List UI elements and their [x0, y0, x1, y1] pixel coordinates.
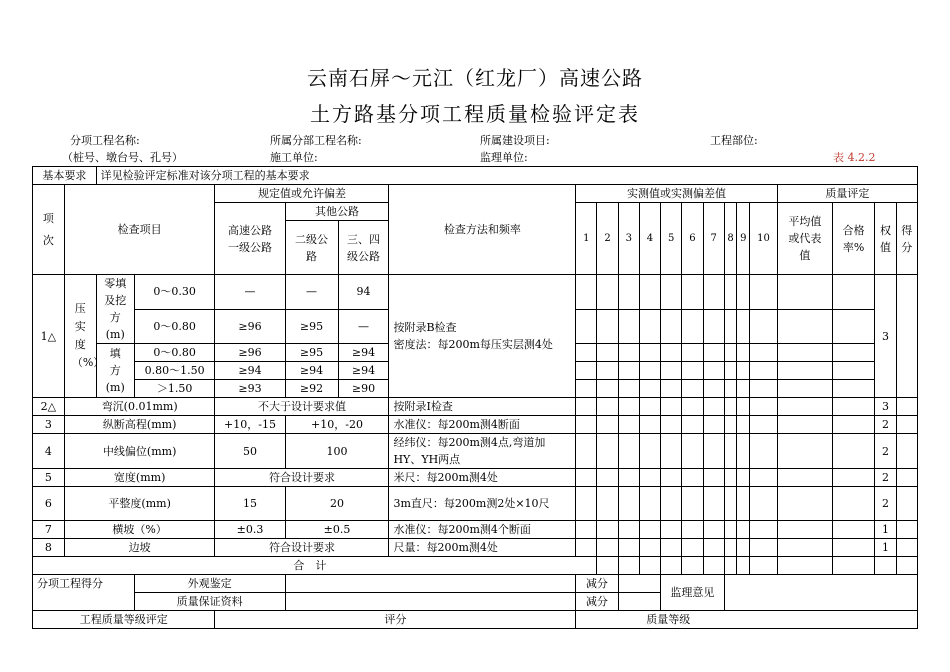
measured-cell — [639, 539, 660, 557]
measured-cell — [597, 309, 618, 344]
quality-cell — [832, 416, 874, 434]
quality-cell — [777, 398, 832, 416]
row-item: 弯沉(0.01mm) — [64, 398, 215, 416]
measured-cell — [703, 434, 724, 469]
compaction-grade34: ≥90 — [338, 380, 389, 398]
score-cell — [896, 275, 917, 398]
deduct-value — [618, 593, 660, 611]
quality-cell — [832, 434, 874, 469]
total-cell — [682, 557, 703, 575]
header-score: 得分 — [896, 203, 917, 275]
measured-cell — [661, 275, 682, 310]
measured-cell — [597, 539, 618, 557]
measured-cell — [618, 309, 639, 344]
row-other: 20 — [285, 487, 389, 521]
row-item: 纵断高程(mm) — [64, 416, 215, 434]
measured-cell — [737, 380, 750, 398]
score-cell — [896, 416, 917, 434]
measured-cell — [576, 487, 597, 521]
quality-cell — [832, 487, 874, 521]
measured-cell — [661, 487, 682, 521]
row-no: 3 — [33, 416, 65, 434]
appearance-label: 外观鉴定 — [134, 575, 285, 593]
row-spec: 符合设计要求 — [215, 469, 389, 487]
measured-cell — [576, 521, 597, 539]
measured-cell — [618, 487, 639, 521]
row-spec: 不大于设计要求值 — [215, 398, 389, 416]
measured-cell — [682, 344, 703, 362]
measured-cell — [618, 521, 639, 539]
compaction-depth: 0～0.80 — [134, 309, 215, 344]
measured-cell — [682, 380, 703, 398]
measured-cell — [639, 521, 660, 539]
total-quality-cell — [875, 557, 896, 575]
total-cell — [703, 557, 724, 575]
row-no: 7 — [33, 521, 65, 539]
measured-cell — [724, 469, 737, 487]
measured-cell — [750, 344, 778, 362]
compaction-grade34: 94 — [338, 275, 389, 310]
measured-cell — [737, 344, 750, 362]
row-method: 水准仪：每200m测4断面 — [389, 416, 576, 434]
header-col-3: 3 — [618, 203, 639, 275]
measured-cell — [750, 539, 778, 557]
header-col-1: 1 — [576, 203, 597, 275]
basic-req-text: 详见检验评定标准对该分项工程的基本要求 — [96, 167, 917, 185]
measured-cell — [597, 344, 618, 362]
row-highway: 15 — [215, 487, 285, 521]
fill-label: 填方(m) — [96, 344, 134, 398]
quality-cell — [777, 434, 832, 469]
header-col-9: 9 — [737, 203, 750, 275]
measured-cell — [682, 539, 703, 557]
measured-cell — [597, 487, 618, 521]
header-method: 检查方法和频率 — [389, 185, 576, 275]
measured-cell — [661, 469, 682, 487]
quality-cell — [832, 380, 874, 398]
measured-cell — [576, 362, 597, 380]
quality-cell — [777, 487, 832, 521]
measured-cell — [750, 434, 778, 469]
rating-label: 评分 — [215, 611, 576, 629]
measured-cell — [661, 398, 682, 416]
quality-grade-label: 质量等级 — [576, 611, 918, 629]
row-other: 100 — [285, 434, 389, 469]
header-item-no: 项次 — [33, 185, 65, 275]
measured-cell — [661, 416, 682, 434]
measured-cell — [724, 309, 737, 344]
measured-cell — [639, 487, 660, 521]
row-method: 米尺：每200m测4处 — [389, 469, 576, 487]
measured-cell — [750, 309, 778, 344]
compaction-no: 1△ — [33, 275, 65, 398]
measured-cell — [724, 344, 737, 362]
measured-cell — [750, 398, 778, 416]
measured-cell — [682, 434, 703, 469]
measured-cell — [661, 521, 682, 539]
row-item: 宽度(mm) — [64, 469, 215, 487]
measured-cell — [737, 362, 750, 380]
measured-cell — [618, 344, 639, 362]
quality-cell — [777, 539, 832, 557]
header-col-2: 2 — [597, 203, 618, 275]
header-other: 其他公路 — [285, 203, 389, 221]
measured-cell — [639, 434, 660, 469]
supervision-label: 监理单位: — [480, 151, 528, 164]
measured-cell — [661, 344, 682, 362]
measured-cell — [724, 416, 737, 434]
measured-cell — [639, 380, 660, 398]
measured-cell — [750, 469, 778, 487]
measured-cell — [737, 416, 750, 434]
inspection-table — [32, 166, 918, 629]
measured-cell — [618, 380, 639, 398]
score-cell — [896, 487, 917, 521]
header-weight: 权值 — [875, 203, 896, 275]
header-check-item: 检查项目 — [64, 185, 215, 275]
measured-cell — [750, 380, 778, 398]
compaction-grade2: ≥95 — [285, 309, 338, 344]
total-cell — [639, 557, 660, 575]
total-cell — [750, 557, 778, 575]
measured-cell — [724, 398, 737, 416]
measured-cell — [703, 344, 724, 362]
deduct-label: 减分 — [576, 575, 618, 593]
quality-docs-value — [285, 593, 576, 611]
measured-cell — [618, 434, 639, 469]
measured-cell — [703, 487, 724, 521]
total-cell — [737, 557, 750, 575]
form-title: 土方路基分项工程质量检验评定表 — [310, 102, 640, 126]
item-name-label: 分项工程名称: — [70, 134, 140, 147]
header-quality: 质量评定 — [777, 185, 917, 203]
header-col-4: 4 — [639, 203, 660, 275]
measured-cell — [576, 309, 597, 344]
total-quality-cell — [777, 557, 832, 575]
parent-name-label: 所属分部工程名称: — [270, 134, 362, 147]
header-col-7: 7 — [703, 203, 724, 275]
measured-cell — [576, 434, 597, 469]
row-no: 8 — [33, 539, 65, 557]
row-method: 按附录Ⅰ检查 — [389, 398, 576, 416]
row-highway: 50 — [215, 434, 285, 469]
compaction-highway: ≥94 — [215, 362, 285, 380]
compaction-label: 压实度（%） — [64, 275, 96, 398]
measured-cell — [703, 380, 724, 398]
total-cell — [724, 557, 737, 575]
measured-cell — [737, 275, 750, 310]
measured-cell — [703, 469, 724, 487]
project-label: 所属建设项目: — [480, 134, 550, 147]
measured-cell — [737, 398, 750, 416]
measured-cell — [597, 275, 618, 310]
measured-cell — [576, 469, 597, 487]
measured-cell — [737, 487, 750, 521]
measured-cell — [639, 416, 660, 434]
compaction-grade2: — — [285, 275, 338, 310]
total-quality-cell — [832, 557, 874, 575]
compaction-depth: 0～0.80 — [134, 344, 215, 362]
total-cell — [618, 557, 639, 575]
measured-cell — [724, 539, 737, 557]
row-spec: 符合设计要求 — [215, 539, 389, 557]
header-col-5: 5 — [661, 203, 682, 275]
measured-cell — [597, 521, 618, 539]
row-item: 边坡 — [64, 539, 215, 557]
compaction-grade2: ≥95 — [285, 344, 338, 362]
compaction-highway: — — [215, 275, 285, 310]
quality-cell — [777, 416, 832, 434]
measured-cell — [682, 275, 703, 310]
supervisor-value — [724, 575, 917, 611]
measured-cell — [703, 398, 724, 416]
compaction-highway: ≥93 — [215, 380, 285, 398]
compaction-grade34: ≥94 — [338, 344, 389, 362]
measured-cell — [703, 416, 724, 434]
compaction-highway: ≥96 — [215, 344, 285, 362]
measured-cell — [750, 521, 778, 539]
row-method: 3m直尺：每200m测2处×10尺 — [389, 487, 576, 521]
measured-cell — [682, 309, 703, 344]
measured-cell — [682, 487, 703, 521]
measured-cell — [618, 275, 639, 310]
measured-cell — [597, 469, 618, 487]
weight-cell: 2 — [875, 487, 896, 521]
compaction-grade2: ≥94 — [285, 362, 338, 380]
row-other: +10，-20 — [285, 416, 389, 434]
measured-cell — [682, 416, 703, 434]
weight-cell: 3 — [875, 275, 896, 398]
quality-cell — [832, 275, 874, 310]
quality-cell — [832, 539, 874, 557]
quality-cell — [777, 362, 832, 380]
score-cell — [896, 434, 917, 469]
measured-cell — [576, 398, 597, 416]
measured-cell — [682, 362, 703, 380]
measured-cell — [639, 362, 660, 380]
measured-cell — [737, 521, 750, 539]
quality-cell — [777, 275, 832, 310]
measured-cell — [661, 434, 682, 469]
header-grade2: 二级公路 — [285, 221, 338, 275]
score-cell — [896, 521, 917, 539]
quality-cell — [777, 469, 832, 487]
measured-cell — [703, 521, 724, 539]
compaction-depth: 0～0.30 — [134, 275, 215, 310]
weight-cell: 1 — [875, 539, 896, 557]
measured-cell — [597, 416, 618, 434]
measured-cell — [737, 434, 750, 469]
measured-cell — [576, 416, 597, 434]
measured-cell — [737, 469, 750, 487]
deduct-label: 减分 — [576, 593, 618, 611]
measured-cell — [724, 275, 737, 310]
quality-cell — [777, 380, 832, 398]
total-label: 合 计 — [33, 557, 597, 575]
measured-cell — [597, 380, 618, 398]
weight-cell: 2 — [875, 434, 896, 469]
row-highway: +10，-15 — [215, 416, 285, 434]
page-title: 云南石屏～元江（红龙厂）高速公路 — [307, 66, 643, 90]
total-quality-cell — [896, 557, 917, 575]
weight-cell: 1 — [875, 521, 896, 539]
row-item: 中线偏位(mm) — [64, 434, 215, 469]
measured-cell — [639, 469, 660, 487]
measured-cell — [750, 416, 778, 434]
row-no: 4 — [33, 434, 65, 469]
deduct-value — [618, 575, 660, 593]
measured-cell — [724, 362, 737, 380]
quality-cell — [832, 344, 874, 362]
row-method: 水准仪：每200m测4个断面 — [389, 521, 576, 539]
location-label: 工程部位: — [710, 134, 758, 147]
measured-cell — [703, 275, 724, 310]
quality-cell — [777, 344, 832, 362]
measured-cell — [737, 309, 750, 344]
row-item: 平整度(mm) — [64, 487, 215, 521]
header-pass: 合格率% — [832, 203, 874, 275]
measured-cell — [597, 398, 618, 416]
measured-cell — [576, 344, 597, 362]
compaction-grade34: — — [338, 309, 389, 344]
supervisor-label: 监理意见 — [661, 575, 725, 611]
header-avg: 平均值或代表值 — [777, 203, 832, 275]
measured-cell — [724, 521, 737, 539]
quality-cell — [832, 469, 874, 487]
row-no: 2△ — [33, 398, 65, 416]
measured-cell — [618, 398, 639, 416]
header-grade34: 三、四级公路 — [338, 221, 389, 275]
row-item: 横坡（%） — [64, 521, 215, 539]
measured-cell — [639, 309, 660, 344]
measured-cell — [682, 398, 703, 416]
measured-cell — [661, 362, 682, 380]
weight-cell: 3 — [875, 398, 896, 416]
row-no: 6 — [33, 487, 65, 521]
row-highway: ±0.3 — [215, 521, 285, 539]
measured-cell — [750, 275, 778, 310]
measured-cell — [576, 539, 597, 557]
measured-cell — [682, 469, 703, 487]
compaction-grade34: ≥94 — [338, 362, 389, 380]
quality-cell — [832, 521, 874, 539]
measured-cell — [639, 275, 660, 310]
basic-req-label: 基本要求 — [33, 167, 97, 185]
score-cell — [896, 469, 917, 487]
measured-cell — [724, 380, 737, 398]
header-col-8: 8 — [724, 203, 737, 275]
header-measured: 实测值或实测偏差值 — [576, 185, 778, 203]
measured-cell — [750, 362, 778, 380]
compaction-highway: ≥96 — [215, 309, 285, 344]
stake-label: （桩号、墩台号、孔号） — [62, 151, 183, 164]
measured-cell — [661, 309, 682, 344]
measured-cell — [618, 539, 639, 557]
quality-cell — [832, 398, 874, 416]
total-cell — [661, 557, 682, 575]
measured-cell — [724, 487, 737, 521]
weight-cell: 2 — [875, 469, 896, 487]
measured-cell — [618, 416, 639, 434]
row-method: 尺量：每200m测4处 — [389, 539, 576, 557]
compaction-depth: 0.80～1.50 — [134, 362, 215, 380]
quality-docs-label: 质量保证资料 — [134, 593, 285, 611]
quality-cell — [777, 309, 832, 344]
measured-cell — [682, 521, 703, 539]
measured-cell — [703, 539, 724, 557]
measured-cell — [618, 362, 639, 380]
measured-cell — [737, 539, 750, 557]
row-no: 5 — [33, 469, 65, 487]
quality-cell — [832, 309, 874, 344]
weight-cell: 2 — [875, 416, 896, 434]
table-number: 表 4.2.2 — [833, 151, 876, 164]
header-spec: 规定值或允许偏差 — [215, 185, 389, 203]
header-highway: 高速公路一级公路 — [215, 203, 285, 275]
measured-cell — [661, 539, 682, 557]
measured-cell — [618, 469, 639, 487]
header-col-6: 6 — [682, 203, 703, 275]
measured-cell — [661, 380, 682, 398]
measured-cell — [597, 434, 618, 469]
measured-cell — [703, 362, 724, 380]
item-score-label: 分项工程得分 — [33, 575, 135, 611]
quality-cell — [777, 521, 832, 539]
compaction-depth: ＞1.50 — [134, 380, 215, 398]
fill-dig-label: 零填及挖方(m) — [96, 275, 134, 344]
construction-label: 施工单位: — [270, 151, 318, 164]
quality-cell — [832, 362, 874, 380]
row-other: ±0.5 — [285, 521, 389, 539]
measured-cell — [724, 434, 737, 469]
measured-cell — [703, 309, 724, 344]
measured-cell — [639, 398, 660, 416]
row-method: 经纬仪：每200m测4点,弯道加HY、YH两点 — [389, 434, 576, 469]
score-cell — [896, 539, 917, 557]
total-cell — [597, 557, 618, 575]
appearance-value — [285, 575, 576, 593]
score-cell — [896, 398, 917, 416]
measured-cell — [750, 487, 778, 521]
compaction-method: 按附录B检查 密度法：每200m每压实层测4处 — [389, 275, 576, 398]
measured-cell — [597, 362, 618, 380]
header-col-10: 10 — [750, 203, 778, 275]
measured-cell — [576, 380, 597, 398]
measured-cell — [576, 275, 597, 310]
measured-cell — [639, 344, 660, 362]
compaction-grade2: ≥92 — [285, 380, 338, 398]
grade-eval-label: 工程质量等级评定 — [33, 611, 215, 629]
